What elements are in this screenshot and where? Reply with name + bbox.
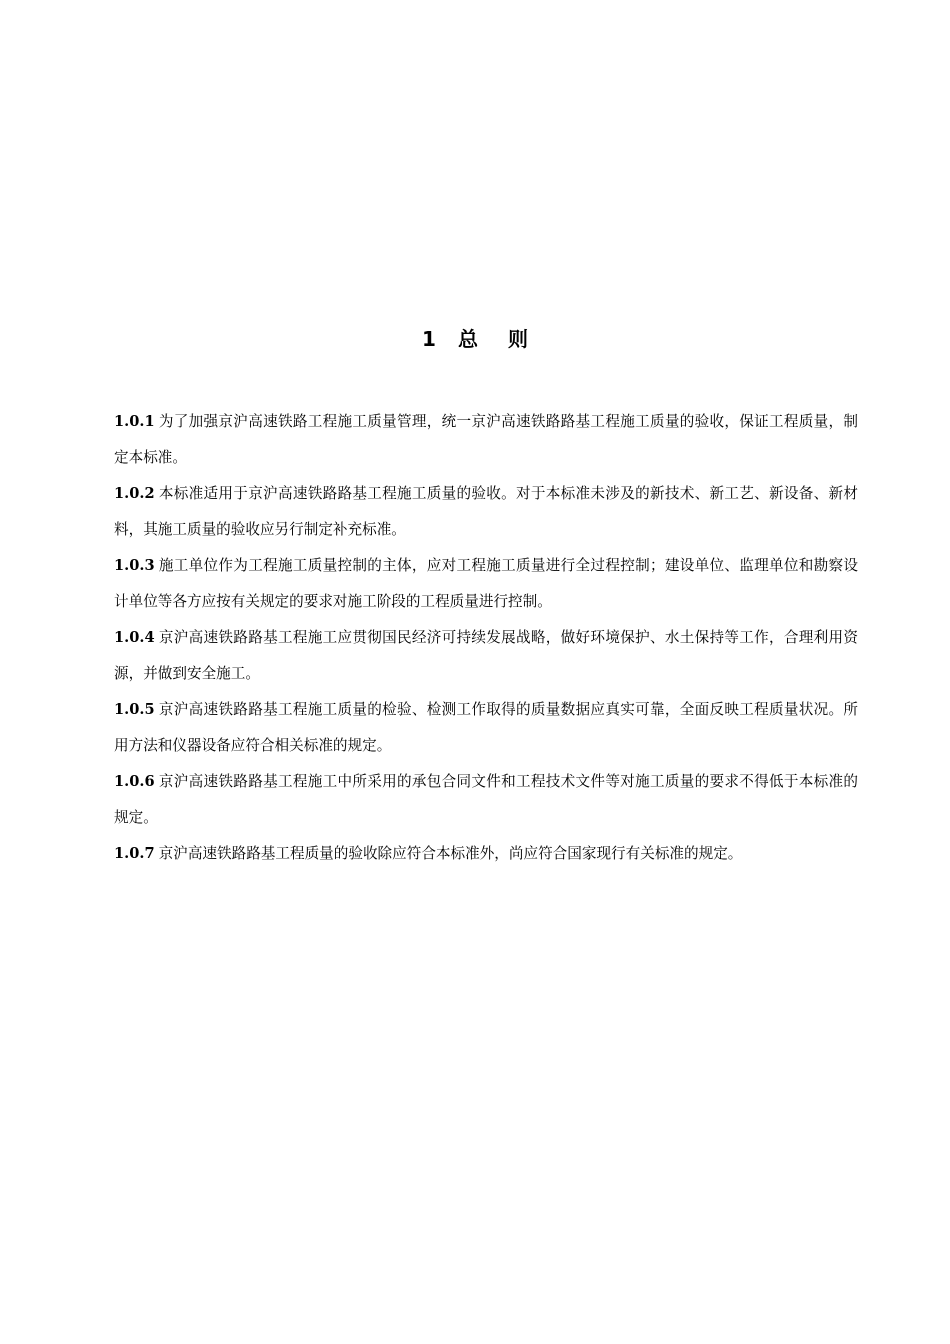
clause-number: 1.0.7 bbox=[114, 845, 155, 862]
clause-text: 为了加强京沪高速铁路工程施工质量管理，统一京沪高速铁路路基工程施工质量的验收，保证工程质量，制定本标准。 bbox=[114, 413, 858, 466]
clause-text: 施工单位作为工程施工质量控制的主体，应对工程施工质量进行全过程控制；建设单位、监理单位和勘察设计单位等各方应按有关规定的要求对施工阶段的工程质量进行控制。 bbox=[114, 557, 858, 610]
clause-number: 1.0.1 bbox=[114, 413, 155, 430]
clause-1-0-5 bbox=[114, 692, 858, 764]
clause-text: 京沪高速铁路路基工程质量的验收除应符合本标准外，尚应符合国家现行有关标准的规定。 bbox=[158, 845, 743, 862]
clause-1-0-2 bbox=[114, 476, 858, 548]
clause-1-0-1 bbox=[114, 404, 858, 476]
clause-number: 1.0.2 bbox=[114, 485, 155, 502]
clause-number: 1.0.4 bbox=[114, 629, 155, 646]
clause-number: 1.0.3 bbox=[114, 557, 155, 574]
chapter-title-char-2: 则 bbox=[507, 327, 528, 351]
clause-text: 京沪高速铁路路基工程施工应贯彻国民经济可持续发展战略，做好环境保护、水土保持等工作，合理利用资源，并做到安全施工。 bbox=[114, 629, 858, 682]
clause-1-0-4 bbox=[114, 620, 858, 692]
clause-text: 京沪高速铁路路基工程施工质量的检验、检测工作取得的质量数据应真实可靠，全面反映工程质量状况。所用方法和仪器设备应符合相关标准的规定。 bbox=[114, 701, 858, 754]
clause-text: 京沪高速铁路路基工程施工中所采用的承包合同文件和工程技术文件等对施工质量的要求不得低于本标准的规定。 bbox=[114, 773, 858, 826]
clause-1-0-6 bbox=[114, 764, 858, 836]
clause-1-0-7 bbox=[114, 836, 858, 872]
chapter-title-char-1: 总 bbox=[457, 327, 478, 351]
clause-list bbox=[114, 404, 858, 872]
clause-text: 本标准适用于京沪高速铁路路基工程施工质量的验收。对于本标准未涉及的新技术、新工艺、新设备、新材料，其施工质量的验收应另行制定补充标准。 bbox=[114, 485, 858, 538]
chapter-title bbox=[0, 322, 950, 356]
clause-number: 1.0.6 bbox=[114, 773, 155, 790]
chapter-number: 1 bbox=[422, 327, 436, 351]
clause-number: 1.0.5 bbox=[114, 701, 155, 718]
clause-1-0-3 bbox=[114, 548, 858, 620]
